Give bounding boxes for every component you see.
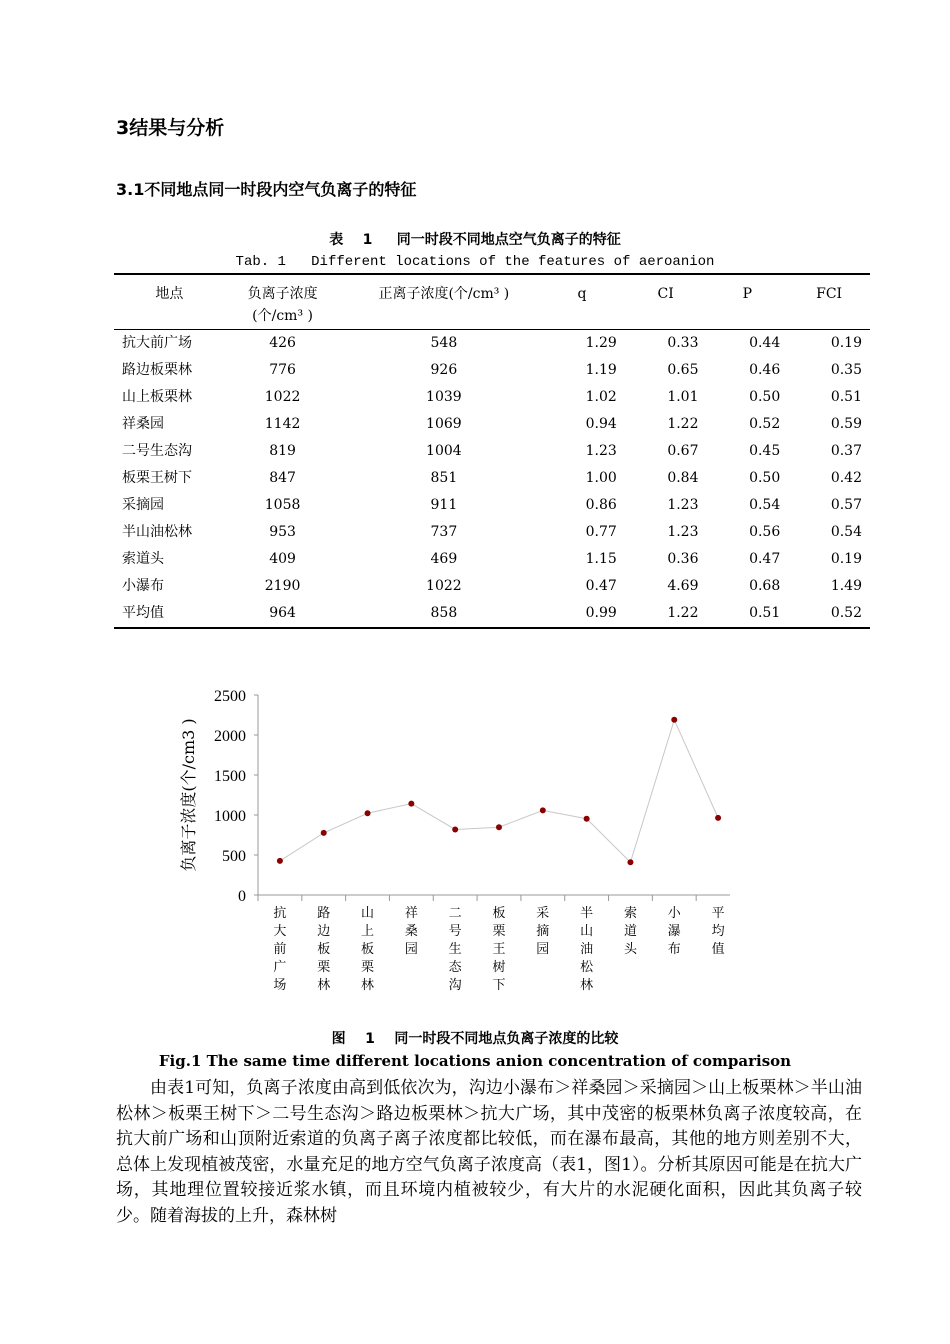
cell-cation: 737 — [430, 524, 458, 540]
y-tick-label: 1000 — [214, 808, 246, 825]
data-point — [365, 810, 371, 816]
cell-location: 索道头 — [122, 551, 164, 567]
cell-p: 0.46 — [749, 362, 781, 378]
table-row — [114, 600, 870, 628]
cell-ci: 0.36 — [667, 551, 699, 567]
cell-q: 1.23 — [585, 443, 617, 459]
cell-ci: 1.23 — [667, 497, 699, 513]
cell-ci: 0.84 — [667, 470, 699, 486]
cell-location: 半山油松林 — [122, 524, 192, 540]
table-row — [114, 438, 870, 465]
cell-fci: 0.42 — [830, 470, 862, 486]
table-row — [114, 546, 870, 573]
data-point — [584, 816, 590, 822]
cell-ci: 4.69 — [667, 578, 699, 594]
cell-cation: 926 — [430, 362, 458, 378]
cell-p: 0.52 — [749, 416, 781, 432]
cell-fci: 0.37 — [830, 443, 862, 459]
table-row — [114, 573, 870, 600]
cell-cation: 1004 — [426, 443, 462, 459]
cell-location: 山上板栗林 — [122, 389, 192, 405]
cell-p: 0.45 — [749, 443, 781, 459]
cell-q: 0.86 — [585, 497, 617, 513]
cell-p: 0.50 — [749, 470, 781, 486]
cell-location: 祥桑园 — [122, 416, 164, 432]
cell-q: 1.00 — [585, 470, 617, 486]
cell-cation: 548 — [430, 335, 458, 351]
header-q: q — [543, 274, 628, 330]
section-heading: 3结果与分析 — [116, 117, 225, 139]
cell-fci: 0.52 — [792, 600, 870, 628]
header-fci: FCI — [792, 274, 870, 330]
cell-cation: 851 — [430, 470, 458, 486]
cell-anion: 1022 — [264, 389, 301, 405]
cell-ci: 1.01 — [667, 389, 699, 405]
cell-location: 小瀑布 — [122, 578, 164, 594]
cell-anion: 776 — [269, 362, 296, 378]
table-row — [114, 519, 870, 546]
table-row — [114, 384, 870, 411]
table-row — [114, 411, 870, 438]
y-tick-label: 2000 — [214, 728, 246, 745]
header-cation: 正离子浓度(个/cm³ ) — [344, 274, 543, 330]
cell-q: 0.99 — [543, 600, 628, 628]
data-point — [277, 858, 283, 864]
series-line — [280, 720, 718, 862]
cell-p: 0.47 — [749, 551, 781, 567]
data-point — [540, 807, 546, 813]
cell-anion: 1142 — [264, 416, 301, 432]
cell-location: 路边板栗林 — [122, 362, 192, 378]
cell-cation: 1022 — [426, 578, 462, 594]
data-point — [408, 801, 414, 807]
table-caption-cn: 表 1 同一时段不同地点空气负离子的特征 — [329, 232, 621, 248]
cell-ci: 0.33 — [667, 335, 699, 351]
cell-p: 0.54 — [749, 497, 781, 513]
cell-anion: 953 — [269, 524, 296, 540]
cell-ci: 1.22 — [629, 600, 711, 628]
table-row — [114, 330, 870, 358]
x-tick-label: 采摘园 — [536, 906, 550, 957]
figure-caption-cn: 图 1 同一时段不同地点负离子浓度的比较 — [331, 1031, 619, 1047]
cell-fci: 1.49 — [830, 578, 862, 594]
x-tick-label: 板栗王树下 — [492, 906, 506, 993]
cell-p: 0.44 — [749, 335, 781, 351]
x-tick-label: 二号生态沟 — [448, 906, 462, 993]
cell-cation: 1039 — [426, 389, 462, 405]
cell-ci: 1.22 — [667, 416, 699, 432]
y-axis-label: 负离子浓度(个/cm3 ) — [179, 718, 198, 872]
y-tick-label: 1500 — [214, 768, 246, 785]
cell-anion: 964 — [221, 600, 345, 628]
cell-anion: 426 — [269, 335, 296, 351]
subsection-heading: 3.1不同地点同一时段内空气负离子的特征 — [116, 180, 417, 199]
cell-fci: 0.51 — [830, 389, 862, 405]
cell-p: 0.51 — [711, 600, 793, 628]
cell-anion: 1058 — [264, 497, 301, 513]
data-point — [715, 815, 721, 821]
cell-anion: 819 — [269, 443, 296, 459]
table-header-row — [114, 274, 870, 330]
x-tick-label: 半山油松林 — [580, 906, 594, 993]
x-tick-label: 小瀑布 — [667, 906, 681, 957]
cell-ci: 0.67 — [667, 443, 699, 459]
cell-p: 0.56 — [749, 524, 781, 540]
figure-caption-en: Fig.1 The same time different locations anion concentration of comparison — [158, 1052, 792, 1070]
y-tick-label: 2500 — [214, 688, 246, 705]
cell-ci: 0.65 — [667, 362, 699, 378]
cell-location: 平均值 — [114, 600, 221, 628]
data-point — [671, 717, 677, 723]
cell-location: 采摘园 — [122, 497, 164, 513]
body-paragraph: 由表1可知，负离子浓度由高到低依次为，沟边小瀑布＞祥桑园＞采摘园＞山上板栗林＞半山油松林＞板栗王树下＞二号生态沟＞路边板栗林＞抗大广场，其中茂密的板栗林负离子浓度较高，在抗大前广场和山顶附近索道的负离子离子浓度都比较低，而在瀑布最高，其他的地方则差别不大，总体上发现植被茂密，水量充足的地方空气负离子浓度高（表1，图1）。分析其原因可能是在抗大广场，其地理位置较接近浆水镇，而且环境内植被较少，有大片的水泥硬化面积，因此其负离子较少。随着海拔的上升，森林树 — [116, 1078, 862, 1226]
cell-p: 0.68 — [749, 578, 781, 594]
header-ci: CI — [629, 274, 711, 330]
cell-q: 0.94 — [585, 416, 617, 432]
cell-q: 0.77 — [585, 524, 617, 540]
cell-anion: 847 — [269, 470, 296, 486]
header-location: 地点 — [114, 274, 221, 330]
header-anion: 负离子浓度(个/cm³ ) — [221, 274, 345, 330]
cell-q: 1.29 — [585, 335, 617, 351]
cell-cation: 469 — [430, 551, 458, 567]
cell-q: 1.15 — [585, 551, 617, 567]
cell-q: 1.02 — [585, 389, 617, 405]
cell-anion: 409 — [269, 551, 296, 567]
cell-cation: 858 — [344, 600, 543, 628]
cell-fci: 0.59 — [830, 416, 862, 432]
cell-fci: 0.54 — [830, 524, 862, 540]
y-tick-label: 500 — [222, 848, 246, 865]
cell-ci: 1.23 — [667, 524, 699, 540]
cell-fci: 0.35 — [830, 362, 862, 378]
anion-line-chart — [170, 680, 730, 1010]
cell-cation: 911 — [430, 497, 458, 513]
cell-anion: 2190 — [264, 578, 301, 594]
cell-q: 1.19 — [585, 362, 617, 378]
table-row — [114, 357, 870, 384]
data-point — [321, 830, 327, 836]
cell-q: 0.47 — [585, 578, 617, 594]
cell-location: 板栗王树下 — [122, 470, 192, 486]
table-row — [114, 465, 870, 492]
table-row — [114, 492, 870, 519]
data-point — [496, 824, 502, 830]
table-caption-en: Tab. 1 Different locations of the features of aeroanion — [235, 254, 715, 270]
y-tick-label: 0 — [238, 888, 246, 905]
cell-cation: 1069 — [426, 416, 462, 432]
x-tick-label: 路边板栗林 — [317, 906, 331, 993]
data-point — [452, 826, 458, 832]
data-point — [627, 859, 633, 865]
data-table — [114, 273, 870, 629]
x-tick-label: 抗大前广场 — [273, 906, 287, 993]
cell-fci: 0.57 — [830, 497, 862, 513]
cell-location: 二号生态沟 — [122, 443, 192, 459]
x-tick-label: 祥桑园 — [404, 906, 418, 957]
x-tick-label: 索道头 — [623, 906, 637, 957]
cell-fci: 0.19 — [830, 551, 862, 567]
x-tick-label: 平均值 — [711, 906, 725, 957]
x-tick-label: 山上板栗林 — [361, 906, 375, 993]
cell-location: 抗大前广场 — [122, 335, 192, 351]
cell-fci: 0.19 — [830, 335, 862, 351]
header-p: P — [711, 274, 793, 330]
cell-p: 0.50 — [749, 389, 781, 405]
